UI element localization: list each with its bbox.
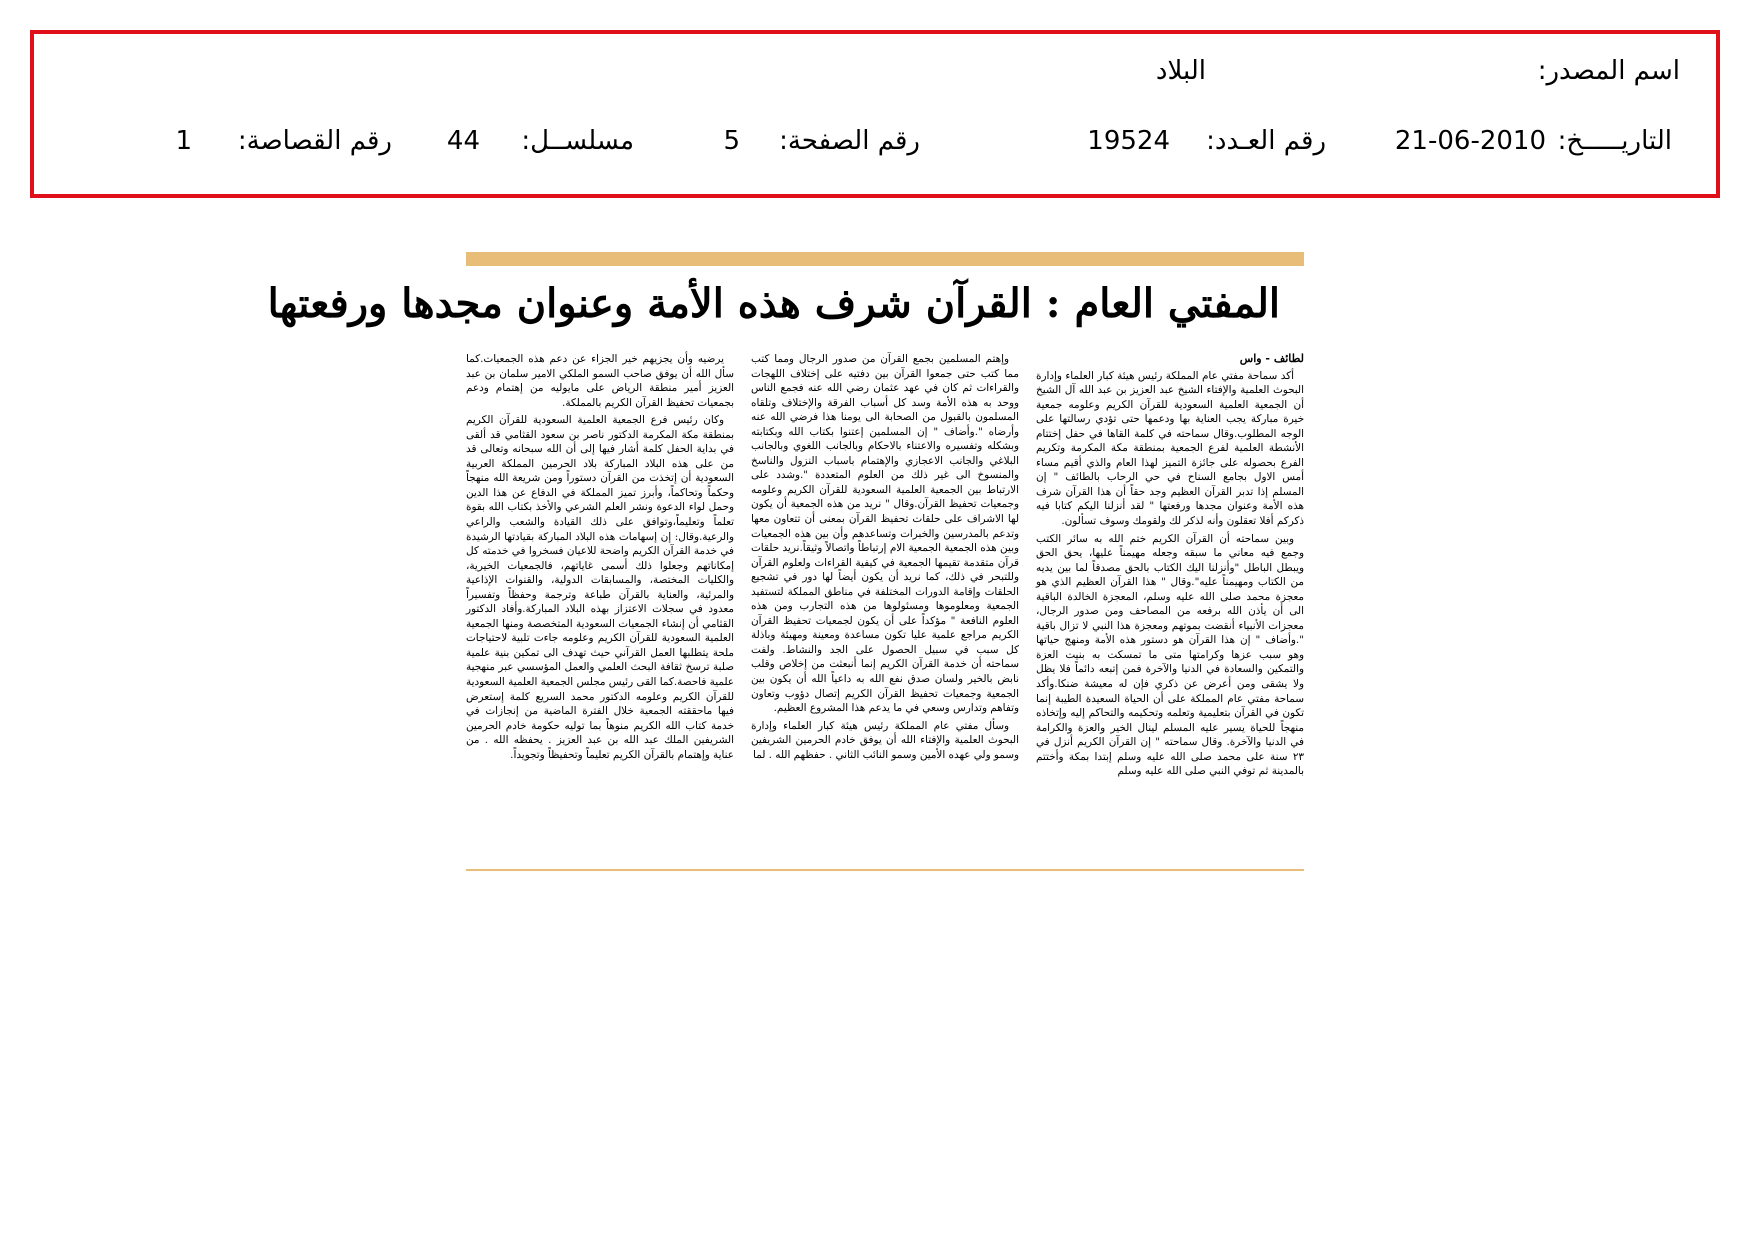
paragraph: أكد سماحة مفتي عام المملكة رئيس هيئة كبار العلماء وإدارة البحوث العلمية والإفتاء الشيخ عبد العزيز بن عبد الله آل الشيخ أن الجمعية العلمية السعودية للقرآن الكريم وعلومه جمعية خيرة مباركة يجب العناية بها ودعمها حتى تؤدي رسالتها على الوجه المطلوب.وقال سماحته في كلمة القاها في حفل إختتام الأنشطة العلمية لفرع الجمعية بمنطقة مكة المكرمة وتكريم الفرع بحصوله على جائزة التميز لهذا العام والذي أقيم مساء أمس الاول بجامع السناح في حي الرحاب بالطائف " إن المسلم إذا تدبر القرآن العظيم وجد حقاً أن هذا القرآن شرف هذه الأمة وعنوان مجدها ورفعتها " لقد أنزلنا اليكم كتابا فيه ذكركم أفلا تعقلون وأنه لذكر لك ولقومك وسوف تسألون.: [1036, 369, 1304, 528]
issue-label: رقم العـدد:: [1206, 126, 1326, 156]
issue-value: 19524: [1087, 126, 1170, 156]
headline: المفتي العام : القرآن شرف هذه الأمة وعنوان مجدها ورفعتها: [267, 280, 1280, 327]
paragraph: وبين سماحته أن القرآن الكريم ختم الله به سائر الكتب وجمع فيه معاني ما سبقه وجعله مهيمناً عليها، يحق الحق ويبطل الباطل "وأنزلنا اليك الكتاب بالحق مصدقاً لما بين يديه من الكتاب ومهيمناً عليه".وقال " هذا القرآن العظيم الذي هو معجزة محمد صلى الله عليه وسلم، المعجزة الخالدة الباقية الى أن يأذن الله برفعه من المصاحف ومن صدور الرجال، معجزات الأنبياء أنقضت بموتهم ومعجزة هذا النبي لا تزال باقية ".وأضاف " إن هذا القرآن هو دستور هذه الأمة ومنهج حياتها وهو سبب عزها وكرامتها متى ما تمسكت به بنيت العزة والتمكين والسعادة في الدنيا والآخرة فمن إتبعه دائماً فلا يظل ولا يشقى ومن أعرض عن ذكري فإن له معيشة ضنكا.وأكد سماحة مفتي عام المملكة على أن الحياة السعيدة الطيبة إنما تكون في القرآن بتعليمية وتعلمه وتحكيمه والتحاكم إليه وإتخاذه منهجاً للحياة يسير عليه المسلم لينال الخير والعزة والكرامة في الدنيا والآخرة. وقال سماحته " إن القرآن الكريم أنزل في ٢٣ سنة على محمد صلى الله عليه وسلم إبتدا بمكة وأختتم بالمدينة ثم توفي النبي صلى الله عليه وسلم: [1036, 532, 1304, 778]
page-value: 5: [723, 126, 740, 156]
article-column-3: [466, 352, 734, 868]
clip-value: 1: [175, 126, 192, 156]
clip-label: رقم القصاصة:: [237, 126, 392, 156]
article-columns: [466, 352, 1304, 868]
serial-value: 44: [446, 126, 480, 156]
article-column-2: [751, 352, 1019, 868]
serial-label: مسلســل:: [521, 126, 634, 156]
byline: لطائف - واس: [1239, 352, 1304, 365]
date-value: 21-06-2010: [1394, 126, 1546, 156]
source-value: البلاد: [1155, 56, 1206, 86]
metadata-box: [30, 30, 1720, 198]
source-label: اسم المصدر:: [1537, 56, 1680, 86]
bottom-rule: [466, 869, 1304, 871]
paragraph: وإهتم المسلمين بجمع القرآن من صدور الرجال ومما كتب مما كتب حتى جمعوا القرآن بين دفتيه على إختلاف اللهجات والقراءات ثم كان في عهد عثمان رضي الله عنه فجمع الناس ووحد به هذه الأمة وسد كل أسباب الفرقة والإختلاف وتلقاه المسلمون بالقبول من الصحابة الى يومنا هذا فرضي الله عنه وأرضاه ".وأضاف " إن المسلمين إعتنوا بكتاب الله وبكتابته وبشكله وتفسيره والاعتناء بالاحكام وبالجانب اللغوي وبالجانب البلاغي والجانب الاعجازي والإهتمام باسباب النزول والناسخ والمنسوخ الى غير ذلك من العلوم المتعددة ".وشدد على الارتباط بين الجمعية العلمية السعودية للقرآن الكريم وعلومه وجمعيات تحفيظ القرآن.وقال " نريد من هذه الجمعية أن يكون لها الاشراف على حلقات تحفيظ القرآن بمعنى أن تتعاون معها وتدعم بالمدرسين والخبرات وتساعدهم وأن بين هذه الجمعيات وبين هذه الجمعية الجمعية الام إرتباطاً واتصالاً وثيقاً.نريد حلقات قرآن متقدمة تقيمها الجمعية في كيفية القراءات ولعلوم القرآن وللتبحر في ذلك، كما نريد أن يكون أيضاً لها دور في تشجيع الحلقات وإقامة الدورات المختلفة في مناطق المملكة لتستفيد الجمعية ومعلوموها ومسئولوها من هذه التجارب ومن هذه العلوم النافعة " مؤكداً على أن يكون لجمعيات تحفيظ القرآن الكريم مراجع علمية عليا تكون مساعدة ومعينة ومهيئة وباذلة كل سبب في سبيل الحصول على الجد والنشاط. ولفت سماحته أن خدمة القرآن الكريم إنما أنبعثت من إخلاص وقلب نابض بالخير ولسان صدق نفع الله به داعياً الله أن يكون بين الجمعية وجمعيات تحفيظ القرآن الكريم إتصال دؤوب وتعاون وتفاهم وتدارس وسعي في ما يدعم هذا المشروع العظيم.: [751, 353, 1019, 715]
accent-bar: [466, 252, 1304, 266]
article-column-1: [1036, 352, 1304, 868]
date-label: التاريـــــخ:: [1557, 126, 1672, 156]
paragraph: يرضيه وأن يجزيهم خير الجزاء عن دعم هذه الجمعيات.كما سأل الله أن يوفق صاحب السمو الملكي الامير سلمان بن عبد العزيز أمير منطقة الرياض على مايوليه من إهتمام ودعم بجمعيات تحفيظ القرآن الكريم بالمملكة.: [466, 353, 734, 409]
paragraph: وسأل مفتي عام المملكة رئيس هيئة كبار العلماء وإدارة البحوث العلمية والإفتاء الله أن يوفق خادم الحرمين الشريفين وسمو ولي عهده الأمين وسمو النائب الثاني . حفظهم الله . لما: [751, 719, 1019, 761]
paragraph: وكان رئيس فرع الجمعية العلمية السعودية للقرآن الكريم بمنطقة مكة المكرمة الدكتور ناصر بن سعود القثامي قد ألقى في بداية الحفل كلمة أشار فيها إلى أن الله سبحانه وتعالى قد من على هذه البلاد المباركة بلاد الحرمين المملكة العربية السعودية أن إتخذت من القرآن دستوراً ومن شريعة الله منهجاً وحكماً وتحاكماً، وأبرز تميز المملكة في الدفاع عن هذا الدين وحمل لواء الدعوة ونشر العلم الشرعي والأخذ بكتاب الله بقوة تعلماً وتعليماً،وتوافق على ذلك القيادة والشعب والراعي والرعية.وقال: إن إسهامات هذه البلاد المباركة بقيادتها الرشيدة في خدمة القرآن الكريم واضحة للاعيان فسخروا في خدمته كل إمكاناتهم وجعلوا ذلك أسمى غاياتهم، فالجمعيات الخيرية، والكليات المختصة، والمسابقات الدولية، والقنوات الإذاعية والمرئية، والعناية بالقرآن طباعة وترجمة وحفظاً وتفسيراً معدود في سجلات الاعتزاز بهذه البلاد المباركة.وأفاد الدكتور القثامي أن إنشاء الجمعيات السعودية المتخصصة ومنها الجمعية العلمية السعودية للقرآن الكريم وعلومه جاءت تلبية لاحتياجات ملحة يتطلبها العمل القرآني حيث تهدف الى تمكين بنية علمية صلبة ترسخ ثقافة البحث العلمي والعمل المؤسسي عبر منهجية علمية فاحصة.كما القى رئيس مجلس الجمعية العلمية السعودية للقرآن الكريم وعلومه الدكتور محمد السريع كلمة إستعرض فيها ماحققته الجمعية خلال الفترة الماضية من إنجازات في خدمة كتاب الله الكريم منوهاً بما توليه حكومة خادم الحرمين الشريفين الملك عبد الله بن عبد العزيز . يحفظه الله . من عناية وإهتمام بالقرآن الكريم تعليماً وتحفيظاً وتجويداً.: [466, 414, 734, 761]
newspaper-clipping: [267, 252, 1304, 872]
page-label: رقم الصفحة:: [779, 126, 920, 156]
